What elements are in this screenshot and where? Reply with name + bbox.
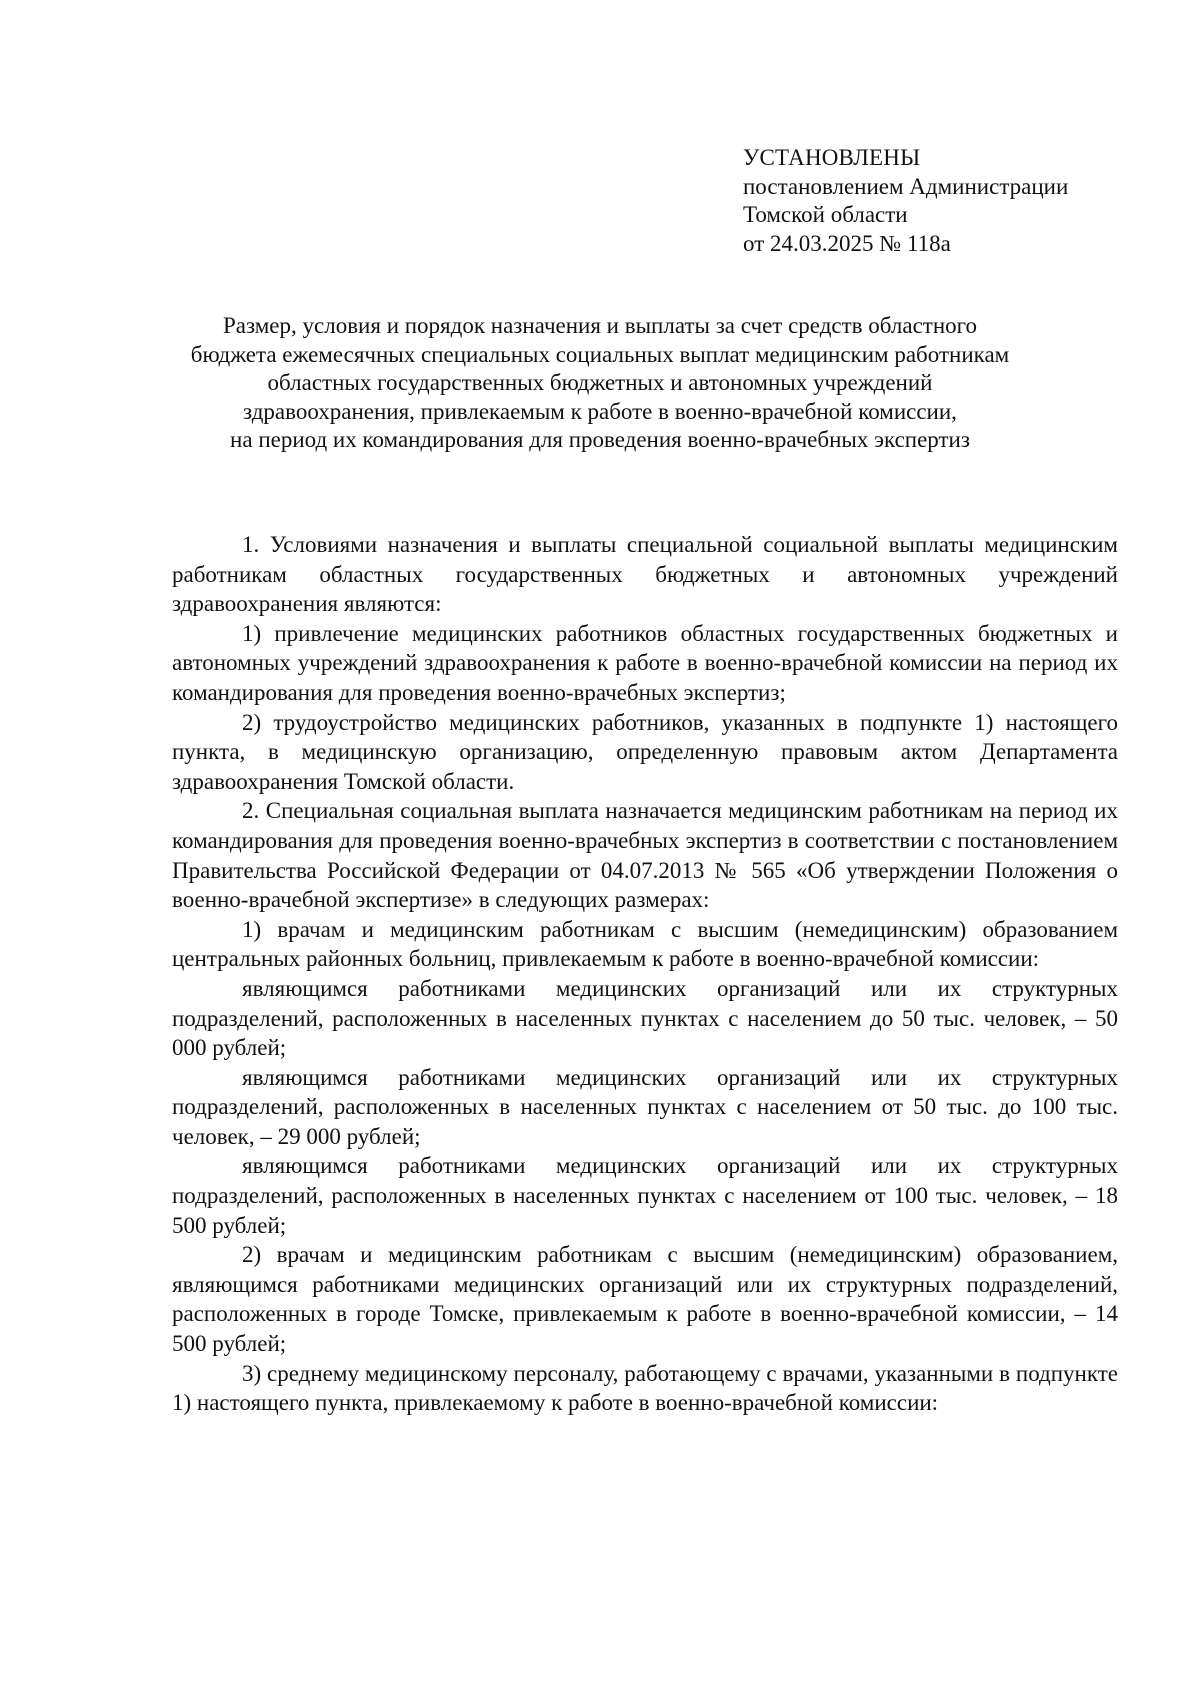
- title-line: на период их командирования для проведения военно-врачебных экспертиз: [230, 427, 970, 452]
- paragraph-subclause: 2) трудоустройство медицинских работников, указанных в подпункте 1) настоящего пункта, в медицинскую организацию, определенную правовым актом Департамента здравоохранения Томской области.: [172, 709, 1118, 794]
- title-line: Размер, условия и порядок назначения и выплаты за счет средств областного: [222, 313, 978, 338]
- paragraph-rate: являющимся работниками медицинских организаций или их структурных подразделений, расположенных в населенных пунктах с населением от 50 тыс. до 100 тыс. человек, – 29 000 рублей;: [172, 1064, 1118, 1149]
- title-line: бюджета ежемесячных специальных социальных выплат медицинским работникам: [190, 341, 1010, 367]
- document-body: [172, 530, 1118, 1418]
- approval-date-number: от 24.03.2025 № 118а: [743, 230, 951, 256]
- paragraph-subclause: 1) врачам и медицинским работникам с высшим (немедицинским) образованием центральных районных больниц, привлекаемым к работе в военно-врачебной комиссии:: [172, 916, 1118, 972]
- title-line: здравоохранения, привлекаемым к работе в военно-врачебной комиссии,: [243, 398, 957, 424]
- paragraph-clause-2: 2. Специальная социальная выплата назначается медицинским работникам на период их командирования для проведения военно-врачебных экспертиз в соответствии с постановлением Правительства Российской Федерации от 04.07.2013 № 565 «Об утверждении Положения о военно-врачебной экспертизе» в следующих размерах:: [172, 798, 1118, 913]
- paragraph-subclause: 3) среднему медицинскому персоналу, работающему с врачами, указанными в подпункте 1) настоящего пункта, привлекаемому к работе в военно-врачебной комиссии:: [172, 1360, 1118, 1416]
- paragraph-subclause: 2) врачам и медицинским работникам с высшим (немедицинским) образованием, являющимся работниками медицинских организаций или их структурных подразделений, расположенных в городе Томске, привлекаемым к работе в военно-врачебной комиссии, – 14 500 рублей;: [172, 1242, 1118, 1357]
- approval-line: Томской области: [743, 202, 908, 227]
- approval-line: постановлением Администрации: [743, 173, 1069, 199]
- document-title: [100, 312, 1100, 455]
- approval-block: [743, 144, 1163, 258]
- paragraph-subclause: 1) привлечение медицинских работников областных государственных бюджетных и автономных учреждений здравоохранения к работе в военно-врачебной комиссии на период их командирования для проведения военно-врачебных экспертиз;: [172, 620, 1118, 705]
- title-line: областных государственных бюджетных и автономных учреждений: [267, 370, 933, 395]
- paragraph-clause-1: 1. Условиями назначения и выплаты специальной социальной выплаты медицинским работникам областных государственных бюджетных и автономных учреждений здравоохранения являются:: [172, 532, 1118, 617]
- paragraph-rate: являющимся работниками медицинских организаций или их структурных подразделений, расположенных в населенных пунктах с населением до 50 тыс. человек, – 50 000 рублей;: [172, 975, 1118, 1061]
- approval-heading: УСТАНОВЛЕНЫ: [743, 145, 921, 170]
- paragraph-rate: являющимся работниками медицинских организаций или их структурных подразделений, расположенных в населенных пунктах с населением от 100 тыс. человек, – 18 500 рублей;: [172, 1153, 1118, 1238]
